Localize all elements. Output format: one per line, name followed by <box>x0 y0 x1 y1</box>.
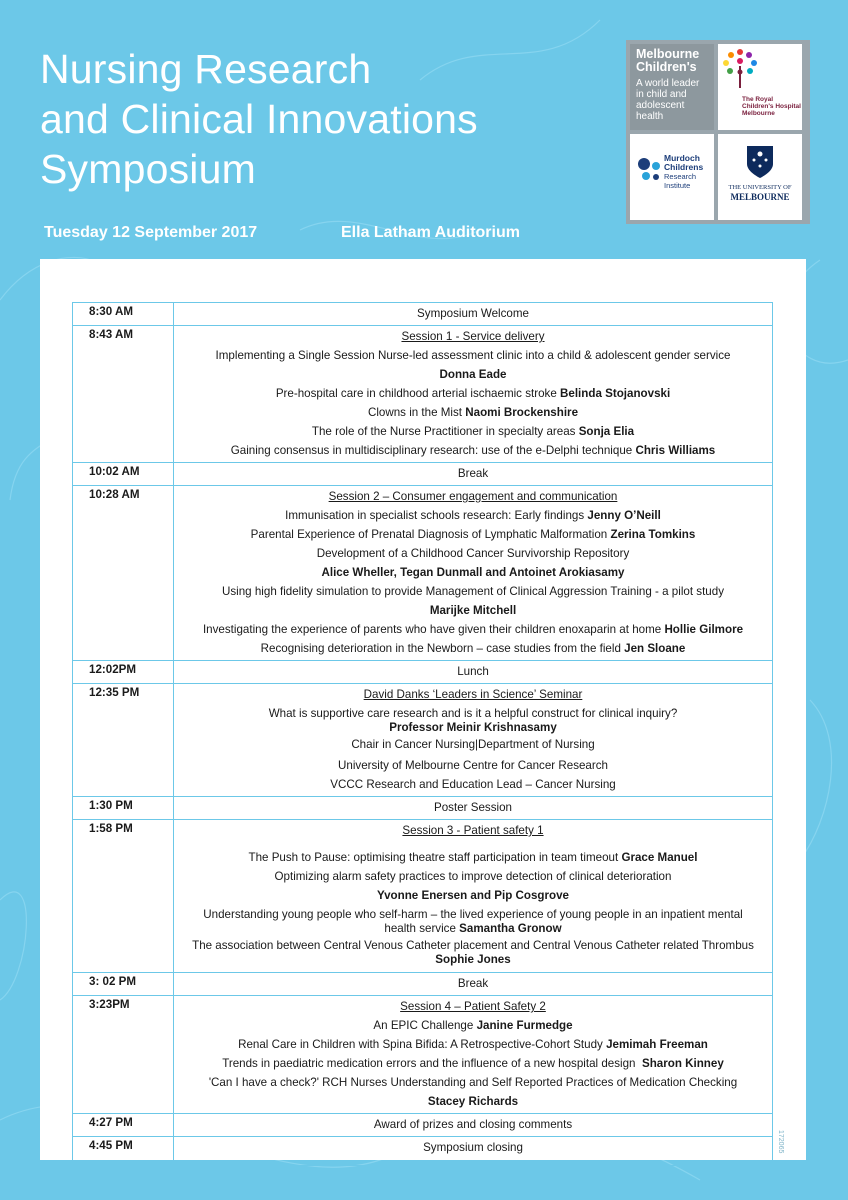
time-cell: 8:30 AM <box>73 303 174 326</box>
agenda-item: Break <box>457 977 489 990</box>
melbourne-childrens-logo: Melbourne Children's A world leader in child and adolescent health <box>630 44 714 130</box>
talk-title: Parental Experience of Prenatal Diagnosis of Lymphatic Malformation <box>250 528 608 541</box>
time-cell: 12:02PM <box>73 661 174 684</box>
time-cell: 8:43 AM <box>73 326 174 463</box>
speaker-role: University of Melbourne Centre for Cancer Research <box>338 759 608 772</box>
table-row <box>73 797 773 820</box>
talk <box>180 620 766 639</box>
agenda-item: Break <box>457 467 489 480</box>
table-row <box>73 820 773 973</box>
speaker-name: Professor Meinir Krishnasamy <box>389 721 557 734</box>
talk-title: Trends in paediatric medication errors and the influence of a new hospital design <box>222 1057 636 1070</box>
time-cell: 1:30 PM <box>73 797 174 820</box>
content-cell <box>174 797 773 820</box>
time-cell: 4:27 PM <box>73 1114 174 1137</box>
talk <box>180 384 766 403</box>
seminar-cell <box>174 684 773 797</box>
talk-title: 'Can I have a check?' RCH Nurses Understanding and Self Reported Practices of Medication Checking <box>208 1076 738 1089</box>
title-line-3: Symposium <box>40 146 256 192</box>
agenda-item: Award of prizes and closing comments <box>373 1118 573 1131</box>
speaker-name: Chris Williams <box>635 444 716 457</box>
table-row <box>73 1114 773 1137</box>
speaker-name: Jen Sloane <box>624 642 686 655</box>
content-cell <box>174 1137 773 1166</box>
content-cell <box>174 973 773 996</box>
content-cell <box>174 661 773 684</box>
program-card <box>40 259 806 1160</box>
time-cell: 10:02 AM <box>73 463 174 486</box>
talk-title: Understanding young people who self-harm – the lived experience of young people in an inpatient mental <box>203 908 743 921</box>
rch-logo: The Royal Children's Hospital Melbourne <box>718 44 802 130</box>
table-row <box>73 486 773 661</box>
table-row <box>73 463 773 486</box>
talk-title: The role of the Nurse Practitioner in specialty areas <box>311 425 576 438</box>
table-row <box>73 996 773 1114</box>
talk-title: Renal Care in Children with Spina Bifida: A Retrospective-Cohort Study <box>238 1038 603 1051</box>
talk-title: The Push to Pause: optimising theatre staff participation in team timeout <box>248 851 619 864</box>
talk-title: Investigating the experience of parents who have given their children enoxaparin at home <box>202 623 662 636</box>
talk-title: What is supportive care research and is it a helpful construct for clinical inquiry? <box>268 707 678 720</box>
speaker-name: Marijke Mitchell <box>429 604 517 617</box>
agenda-item: Poster Session <box>434 801 512 814</box>
speaker-name: Alice Wheller, Tegan Dunmall and Antoinet Arokiasamy <box>321 566 625 579</box>
mcri-logo: Murdoch Childrens Research Institute <box>630 134 714 220</box>
table-row <box>73 326 773 463</box>
talk <box>180 1054 766 1073</box>
agenda-item: Symposium closing <box>423 1141 523 1154</box>
university-of-melbourne-logo: THE UNIVERSITY OF MELBOURNE <box>718 134 802 220</box>
speaker-name: Yvonne Enersen and Pip Cosgrove <box>377 889 569 902</box>
content-cell <box>174 303 773 326</box>
session-2-cell <box>174 486 773 661</box>
talk-title: Using high fidelity simulation to provide Management of Clinical Aggression Training - a pilot study <box>221 585 724 598</box>
table-row <box>73 661 773 684</box>
talk <box>180 639 766 658</box>
talk <box>180 441 766 460</box>
talk <box>180 848 766 867</box>
event-venue: Ella Latham Auditorium <box>341 224 520 241</box>
page-title <box>40 44 620 194</box>
time-cell: 4:45 PM <box>73 1137 174 1166</box>
title-line-2: and Clinical Innovations <box>40 96 478 142</box>
session-heading: Session 1 - Service delivery <box>401 330 545 343</box>
speaker-name: Zerina Tomkins <box>610 528 696 541</box>
speaker-name: Donna Eade <box>439 368 507 381</box>
speaker-role: VCCC Research and Education Lead – Cancer Nursing <box>330 778 616 791</box>
time-cell: 12:35 PM <box>73 684 174 797</box>
tree-icon <box>718 44 802 96</box>
table-row <box>73 1137 773 1166</box>
talk-title: Pre-hospital care in childhood arterial ischaemic stroke <box>275 387 557 400</box>
talk-title: Immunisation in specialist schools research: Early findings <box>285 509 585 522</box>
talk-title: An EPIC Challenge <box>373 1019 474 1032</box>
session-1-cell <box>174 326 773 463</box>
speaker-name: Samantha Gronow <box>459 922 562 935</box>
session-heading: Session 3 - Patient safety 1 <box>402 824 544 837</box>
speaker-name: Grace Manuel <box>621 851 698 864</box>
time-cell: 1:58 PM <box>73 820 174 973</box>
talk-title: Clowns in the Mist <box>367 406 463 419</box>
content-cell <box>174 463 773 486</box>
talk-title: Recognising deterioration in the Newborn – case studies from the field <box>260 642 621 655</box>
talk-title: Development of a Childhood Cancer Survivorship Repository <box>316 547 630 560</box>
speaker-name: Sonja Elia <box>578 425 635 438</box>
talk <box>180 525 766 544</box>
time-cell: 3:23PM <box>73 996 174 1114</box>
event-date: Tuesday 12 September 2017 <box>44 224 258 241</box>
time-cell: 3: 02 PM <box>73 973 174 996</box>
crest-icon <box>745 144 775 180</box>
speaker-name: Jemimah Freeman <box>606 1038 708 1051</box>
speaker-name: Janine Furmedge <box>476 1019 573 1032</box>
session-heading: Session 2 – Consumer engagement and communication <box>328 490 618 503</box>
session-4-cell <box>174 996 773 1114</box>
partner-logos <box>626 40 810 224</box>
session-3-cell <box>174 820 773 973</box>
talk <box>180 1035 766 1054</box>
talk-title: Optimizing alarm safety practices to improve detection of clinical deterioration <box>274 870 672 883</box>
schedule-table <box>72 302 773 1166</box>
time-cell: 10:28 AM <box>73 486 174 661</box>
agenda-item: Lunch <box>457 665 489 678</box>
speaker-role: Chair in Cancer Nursing|Department of Nursing <box>351 738 595 751</box>
session-heading: Session 4 – Patient Safety 2 <box>400 1000 546 1013</box>
speaker-name: Naomi Brockenshire <box>465 406 579 419</box>
session-heading: David Danks ‘Leaders in Science’ Seminar <box>363 688 583 701</box>
talk-title: The association between Central Venous Catheter placement and Central Venous Catheter related Thrombus <box>192 939 754 952</box>
table-row <box>73 303 773 326</box>
speaker-name: Stacey Richards <box>427 1095 519 1108</box>
talk <box>180 922 766 936</box>
talk <box>180 506 766 525</box>
mcri-dots-icon <box>636 156 666 186</box>
speaker-name: Sharon Kinney <box>641 1057 724 1070</box>
talk-title: health service <box>384 922 456 935</box>
event-info <box>44 224 520 242</box>
content-cell <box>174 1114 773 1137</box>
title-line-1: Nursing Research <box>40 46 372 92</box>
speaker-name: Jenny O’Neill <box>587 509 661 522</box>
table-row <box>73 973 773 996</box>
document-code: 172065 <box>777 1130 784 1154</box>
talk <box>180 403 766 422</box>
talk <box>180 1016 766 1035</box>
talk <box>180 422 766 441</box>
talk-title: Implementing a Single Session Nurse-led assessment clinic into a child & adolescent gender service <box>215 349 731 362</box>
speaker-name: Sophie Jones <box>435 953 511 966</box>
table-row <box>73 684 773 797</box>
speaker-name: Hollie Gilmore <box>664 623 744 636</box>
talk-title: Gaining consensus in multidisciplinary research: use of the e-Delphi technique <box>230 444 633 457</box>
speaker-name: Belinda Stojanovski <box>560 387 671 400</box>
agenda-item: Symposium Welcome <box>417 307 529 320</box>
